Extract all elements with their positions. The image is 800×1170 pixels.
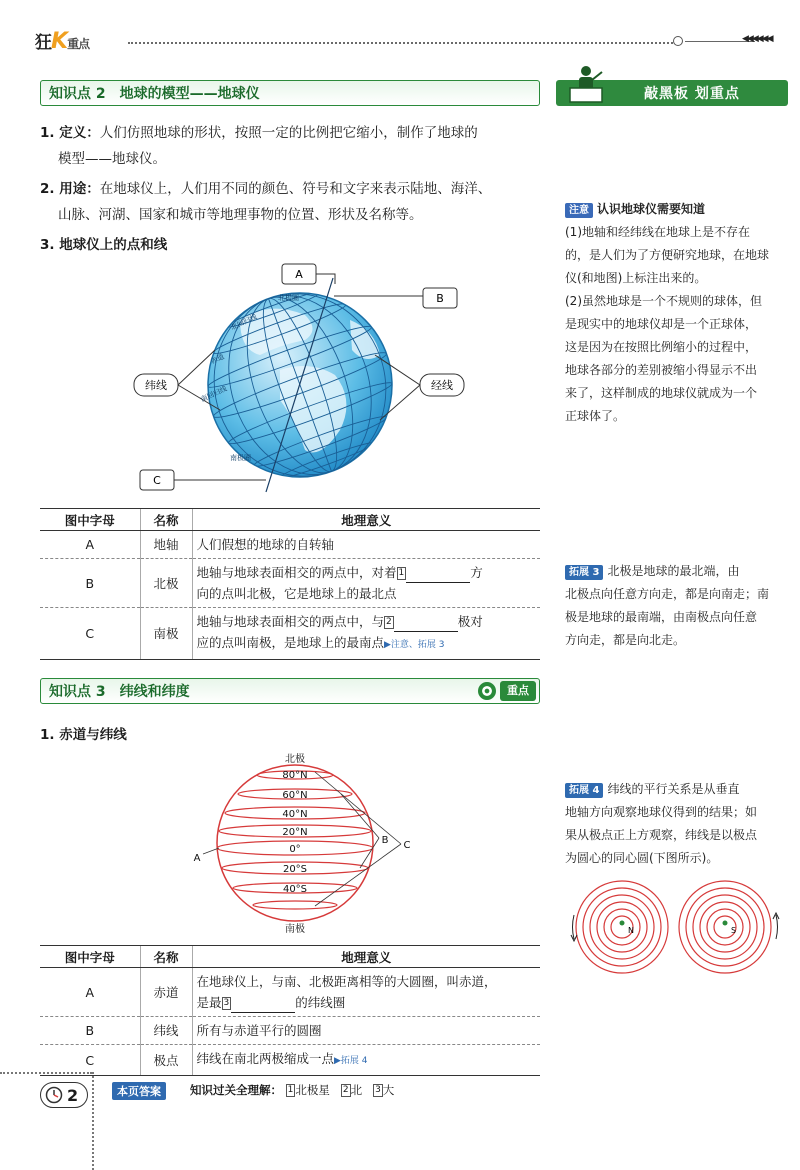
sidebar-note-4: 拓展 4 纬线的平行关系是从垂直 地轴方向观察地球仪得到的结果；如 果从极点正上方观察，纬线是以极点 为圆心的同心圆(下图所示)。 [565, 782, 758, 865]
section-2-heading: 知识点 2 地球的模型——地球仪 [40, 80, 540, 106]
svg-text:0°: 0° [289, 844, 301, 855]
cross-reference: ▶注意、拓展 3 [384, 640, 445, 650]
cross-reference: ▶拓展 4 [334, 1056, 368, 1066]
svg-text:经线: 经线 [431, 379, 453, 392]
page-number: 2 [40, 1082, 88, 1108]
header-circle [673, 36, 683, 46]
footer-dotted-rule [0, 1072, 92, 1074]
table-row: C 极点 纬线在南北两极缩成一点▶拓展 4 [40, 1045, 540, 1076]
svg-text:60°N: 60°N [282, 790, 308, 801]
svg-text:A: A [193, 853, 201, 864]
svg-text:N: N [628, 926, 634, 935]
svg-text:北回归线: 北回归线 [229, 312, 259, 332]
svg-text:40°N: 40°N [282, 809, 308, 820]
svg-text:B: B [381, 835, 389, 846]
table-row: A 地轴 人们假想的地球的自转轴 [40, 531, 540, 559]
svg-text:纬线: 纬线 [145, 379, 167, 392]
header-dotted-rule [128, 42, 673, 44]
header-arrows-icon: ◀◀◀◀◀◀ [742, 34, 772, 44]
target-icon [478, 682, 496, 700]
table-row: B 北极 地轴与地球表面相交的两点中，对着 1 方 向的点叫北极，它是地球上的最北点 [40, 559, 540, 608]
note-tag: 拓展 3 [565, 565, 603, 580]
table-row: C 南极 地轴与地球表面相交的两点中，与 2 极对 应的点叫南极，是地球上的最南点▶注意、拓展 3 [40, 608, 540, 660]
sidebar-note-1: 注意 认识地球仪需要知道 (1)地轴和经纬线在地球上是不存在 的，是人们为了方便研究地球，在地球 仪(和地图)上标注出来的。 (2)虽然地球是一个不规则的球体，但 是现实中的地球仪却是一个正球体， 这是因为在按照比例缩小的过程中， 地球各部分的差别被缩小得显示不出 来了，这样制成的地球仪就成为一个 正球体了。 [565, 202, 770, 423]
concentric-circles-diagram [570, 875, 780, 985]
section-3-heading: 知识点 3 纬线和纬度 [40, 678, 540, 704]
svg-text:南回归线: 南回归线 [199, 384, 229, 404]
label-c [140, 470, 266, 490]
svg-text:40°S: 40°S [282, 884, 308, 895]
svg-text:赤道: 赤道 [209, 352, 226, 366]
sidebar-heading: 敲黑板 划重点 [556, 80, 788, 106]
brand-logo: 狂K重点 [35, 29, 90, 54]
label-b [334, 288, 457, 308]
table-points-lines: 图中字母 名称 地理意义 A 地轴 人们假想的地球的自转轴 B 北极 地轴与地球表面相交的两点中，对着 1 方 向的点叫北极，它是地球上的最北点 C 南极 地轴与地球表面相交的两点中，与 2 极对 应的点叫南极，是地球上的最南点▶注意、拓展 3 [40, 508, 540, 660]
latitude-diagram [185, 748, 425, 938]
page-answers: 知识过关全理解： 1 北极星 2 北 3 大 [190, 1083, 395, 1097]
globe-diagram [120, 260, 480, 500]
svg-text:C: C [153, 474, 161, 487]
teacher-icon [568, 64, 604, 106]
svg-text:北极: 北极 [285, 754, 305, 765]
footer-dotted-divider [92, 1072, 94, 1170]
svg-text:20°S: 20°S [282, 864, 308, 875]
svg-text:北极圈: 北极圈 [278, 294, 299, 302]
svg-text:南极圈: 南极圈 [230, 454, 251, 462]
table-equator: 图中字母 名称 地理意义 A 赤道 在地球仪上，与南、北极距离相等的大圆圈，叫赤道， 是最 3 的纬线圈 B 纬线 所有与赤道平行的圆圈 C 极点 纬线在南北两极缩成一点▶拓展 4 [40, 945, 540, 1076]
svg-text:80°N: 80°N [282, 770, 308, 781]
svg-text:A: A [295, 268, 303, 281]
section-2-body: 1. 定义：人们仿照地球的形状，按照一定的比例把它缩小，制作了地球的 模型——地球仪。 2. 用途：在地球仪上，人们用不同的颜色、符号和文字来表示陆地、海洋、 山脉、河湖、国家和城市等地理事物的位置、形状及名称等。 3. 地球仪上的点和线 [40, 125, 492, 253]
svg-text:S: S [731, 926, 737, 935]
svg-text:B: B [436, 292, 444, 305]
key-point-badge: 重点 [500, 681, 536, 701]
answer-tag: 本页答案 [112, 1082, 166, 1100]
section-3-subheading: 1. 赤道与纬线 [40, 727, 127, 743]
clock-icon [45, 1086, 63, 1104]
svg-text:南极: 南极 [285, 924, 305, 935]
svg-text:C: C [403, 840, 411, 851]
label-a [282, 264, 335, 284]
note-tag: 拓展 4 [565, 783, 603, 798]
sidebar-note-3: 拓展 3 北极是地球的最北端，由 北极点向任意方向走，都是向南走；南 极是地球的最南端，由南极点向任意 方向走，都是向北走。 [565, 564, 770, 647]
svg-text:20°N: 20°N [282, 827, 308, 838]
note-tag: 注意 [565, 203, 593, 218]
table-row: A 赤道 在地球仪上，与南、北极距离相等的大圆圈，叫赤道， 是最 3 的纬线圈 [40, 968, 540, 1017]
table-row: B 纬线 所有与赤道平行的圆圈 [40, 1017, 540, 1045]
